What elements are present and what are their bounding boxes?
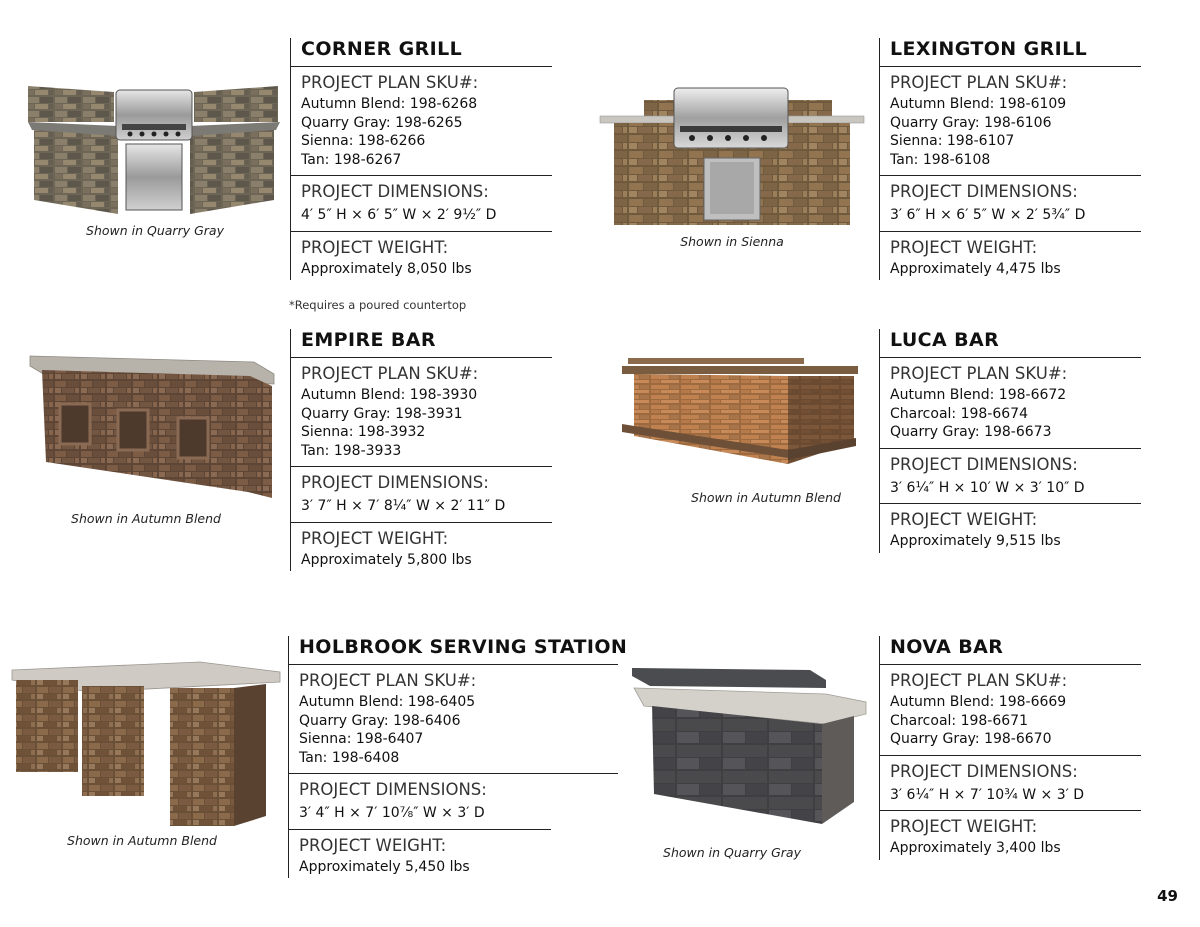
sku-line: Sienna: 198-6407 — [299, 731, 424, 747]
luca-bar-image — [620, 354, 860, 470]
nova-bar-spec — [879, 636, 1141, 860]
sku-line: Tan: 198-3933 — [301, 442, 402, 459]
sku-line: Charcoal: 198-6674 — [890, 405, 1028, 422]
product-title: NOVA BAR — [880, 636, 1141, 665]
nova-bar-image — [630, 666, 870, 828]
page-number: 49 — [1157, 887, 1178, 905]
product-title: CORNER GRILL — [291, 38, 552, 67]
weight-value: Approximately 9,515 lbs — [890, 533, 1061, 549]
dimensions-value: 3′ 7″ H × 7′ 8¼″ W × 2′ 11″ D — [301, 498, 506, 514]
weight-section: PROJECT WEIGHT: Approximately 4,475 lbs — [880, 232, 1141, 281]
luca-bar-caption: Shown in Autumn Blend — [691, 490, 841, 505]
weight-value: Approximately 5,800 lbs — [301, 551, 472, 568]
sku-line: Autumn Blend: 198-6268 — [301, 96, 478, 112]
sku-section: PROJECT PLAN SKU#: Autumn Blend: 198-6405 Quarry Gray: 198-6406 Sienna: 198-6407 Tan: 198-6408 — [289, 665, 618, 774]
weight-value: Approximately 5,450 lbs — [299, 858, 470, 875]
dimensions-value: 3′ 6¼″ H × 7′ 10¾ W × 3′ D — [890, 786, 1085, 803]
weight-value: Approximately 3,400 lbs — [890, 840, 1061, 856]
product-title: LUCA BAR — [880, 329, 1141, 358]
corner-grill-image — [26, 82, 282, 218]
lexington-grill-caption: Shown in Sienna — [680, 234, 784, 249]
sku-line: Charcoal: 198-6671 — [890, 712, 1028, 729]
empire-bar-caption: Shown in Autumn Blend — [71, 511, 221, 526]
sku-line: Tan: 198-6267 — [301, 151, 402, 168]
product-title: HOLBROOK SERVING STATION — [289, 636, 618, 665]
lexington-grill-image — [598, 86, 866, 230]
sku-line: Quarry Gray: 198-6670 — [890, 731, 1052, 747]
countertop-note: *Requires a poured countertop — [289, 298, 467, 312]
sku-section: PROJECT PLAN SKU#: Autumn Blend: 198-3930 Quarry Gray: 198-3931 Sienna: 198-3932 Tan: 198-3933 — [291, 358, 552, 467]
weight-section: PROJECT WEIGHT: Approximately 9,515 lbs — [880, 504, 1141, 553]
sku-line: Tan: 198-6408 — [299, 749, 400, 766]
sku-line: Autumn Blend: 198-6672 — [890, 387, 1067, 403]
product-title: LEXINGTON GRILL — [880, 38, 1141, 67]
dimensions-section: PROJECT DIMENSIONS: 4′ 5″ H × 6′ 5″ W × 2′ 9½″ D — [291, 176, 552, 232]
dimensions-value: 3′ 6″ H × 6′ 5″ W × 2′ 5¾″ D — [890, 207, 1086, 223]
sku-line: Autumn Blend: 198-6669 — [890, 694, 1067, 710]
dimensions-section: PROJECT DIMENSIONS: 3′ 7″ H × 7′ 8¼″ W × 2′ 11″ D — [291, 467, 552, 523]
weight-section: PROJECT WEIGHT: Approximately 3,400 lbs — [880, 811, 1141, 860]
product-title: EMPIRE BAR — [291, 329, 552, 358]
weight-section: PROJECT WEIGHT: Approximately 5,800 lbs — [291, 523, 552, 572]
sku-line: Autumn Blend: 198-6405 — [299, 694, 476, 710]
sku-section: PROJECT PLAN SKU#: Autumn Blend: 198-6669 Charcoal: 198-6671 Quarry Gray: 198-6670 — [880, 665, 1141, 756]
sku-line: Quarry Gray: 198-3931 — [301, 405, 463, 422]
sku-line: Sienna: 198-6266 — [301, 133, 426, 149]
corner-grill-spec — [290, 38, 552, 280]
sku-line: Sienna: 198-6107 — [890, 133, 1015, 149]
empire-bar-image — [28, 352, 278, 502]
sku-line: Quarry Gray: 198-6406 — [299, 712, 461, 729]
dimensions-section: PROJECT DIMENSIONS: 3′ 6¼″ H × 7′ 10¾ W × 3′ D — [880, 756, 1141, 812]
dimensions-value: 3′ 4″ H × 7′ 10⅞″ W × 3′ D — [299, 805, 485, 821]
sku-line: Quarry Gray: 198-6106 — [890, 114, 1052, 131]
weight-section: PROJECT WEIGHT: Approximately 5,450 lbs — [289, 830, 618, 879]
sku-section: PROJECT PLAN SKU#: Autumn Blend: 198-6268 Quarry Gray: 198-6265 Sienna: 198-6266 Tan: 198-6267 — [291, 67, 552, 176]
weight-value: Approximately 8,050 lbs — [301, 260, 472, 277]
dimensions-section: PROJECT DIMENSIONS: 3′ 6″ H × 6′ 5″ W × 2′ 5¾″ D — [880, 176, 1141, 232]
weight-section: PROJECT WEIGHT: Approximately 8,050 lbs — [291, 232, 552, 281]
dimensions-section: PROJECT DIMENSIONS: 3′ 4″ H × 7′ 10⅞″ W × 3′ D — [289, 774, 551, 830]
sku-line: Sienna: 198-3932 — [301, 424, 426, 440]
sku-section: PROJECT PLAN SKU#: Autumn Blend: 198-6109 Quarry Gray: 198-6106 Sienna: 198-6107 Tan: 198-6108 — [880, 67, 1141, 176]
lexington-grill-spec — [879, 38, 1141, 280]
empire-bar-spec — [290, 329, 552, 571]
sku-section: PROJECT PLAN SKU#: Autumn Blend: 198-6672 Charcoal: 198-6674 Quarry Gray: 198-6673 — [880, 358, 1141, 449]
dimensions-section: PROJECT DIMENSIONS: 3′ 6¼″ H × 10′ W × 3′ 10″ D — [880, 449, 1141, 505]
nova-bar-caption: Shown in Quarry Gray — [663, 845, 801, 860]
sku-line: Quarry Gray: 198-6673 — [890, 424, 1052, 440]
holbrook-spec — [288, 636, 628, 878]
holbrook-caption: Shown in Autumn Blend — [67, 833, 217, 848]
sku-line: Autumn Blend: 198-3930 — [301, 387, 478, 403]
corner-grill-caption: Shown in Quarry Gray — [86, 223, 224, 238]
weight-value: Approximately 4,475 lbs — [890, 260, 1061, 277]
sku-line: Tan: 198-6108 — [890, 151, 991, 168]
dimensions-value: 4′ 5″ H × 6′ 5″ W × 2′ 9½″ D — [301, 207, 497, 223]
sku-line: Quarry Gray: 198-6265 — [301, 114, 463, 131]
holbrook-serving-station-image — [10, 658, 282, 830]
luca-bar-spec — [879, 329, 1141, 553]
dimensions-value: 3′ 6¼″ H × 10′ W × 3′ 10″ D — [890, 479, 1085, 496]
sku-line: Autumn Blend: 198-6109 — [890, 96, 1067, 112]
